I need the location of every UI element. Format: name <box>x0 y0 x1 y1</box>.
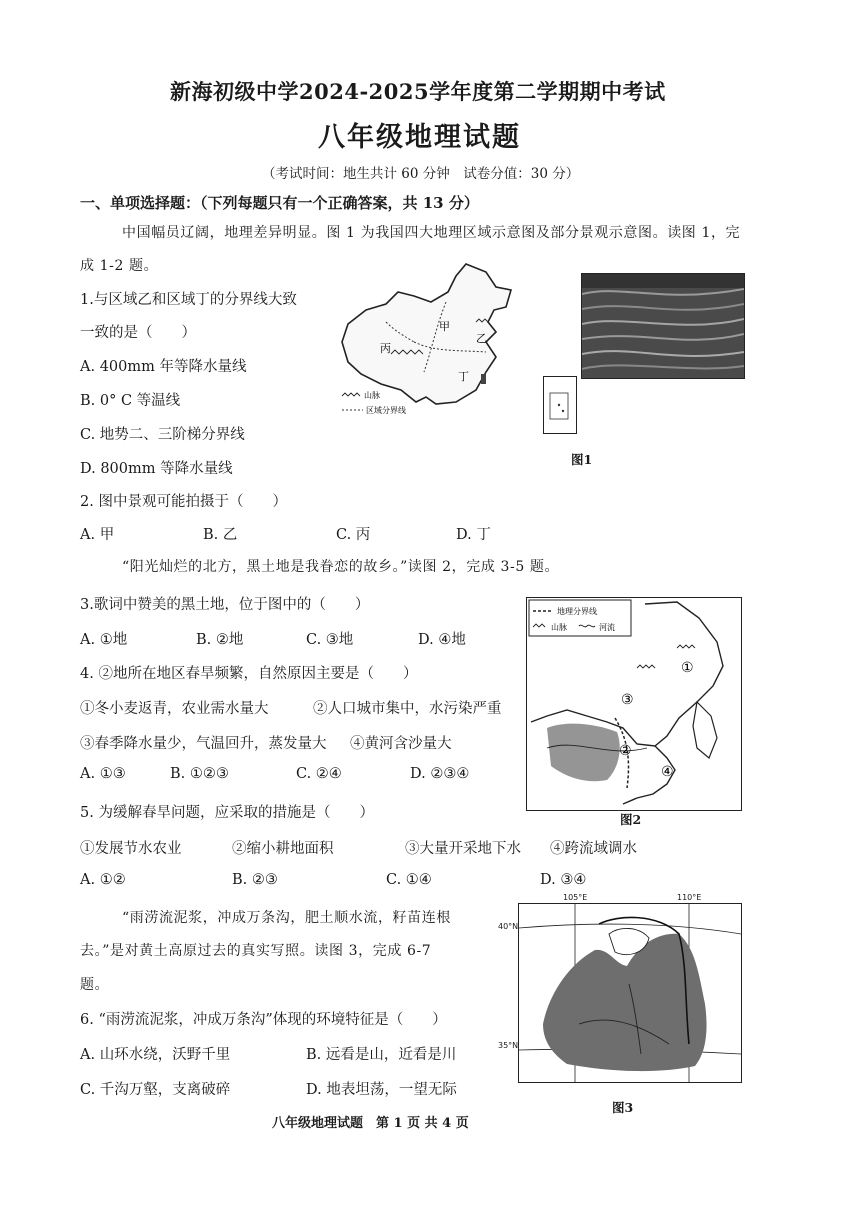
exam-subject-title: 八年级地理试题 <box>318 122 521 153</box>
china-map-svg <box>336 262 521 434</box>
region-label-ding: 丁 <box>458 370 469 383</box>
q6-option-d: D. 地表坦荡，一望无际 <box>306 1082 457 1098</box>
legend-river-label: 河流 <box>599 623 615 632</box>
q1-stem-line1: 1.与区域乙和区域丁的分界线大致 <box>80 292 297 308</box>
q5-statement-3: ③大量开采地下水 <box>405 841 521 857</box>
north-china-map-svg <box>527 598 741 810</box>
figure2-caption: 图2 <box>620 812 642 827</box>
loess-shaded <box>547 724 620 782</box>
fig3-lat-40: 40°N <box>498 922 519 931</box>
intro1-line1: 中国幅员辽阔，地理差异明显。图 1 为我国四大地理区域示意图及部分景观示意图。读图 1，完 <box>122 225 741 241</box>
q1-option-c: C. 地势二、三阶梯分界线 <box>80 427 245 443</box>
q3-option-a: A. ①地 <box>80 632 128 648</box>
q3-option-c: C. ③地 <box>306 632 354 648</box>
figure1-caption: 图1 <box>571 452 593 467</box>
exam-school-title: 新海初级中学2024-2025学年度第二学期期中考试 <box>170 79 666 104</box>
q4-statement-2: ②人口城市集中，水污染严重 <box>313 701 502 717</box>
intro3-line1: “雨涝流泥浆，冲成万条沟，肥土顺水流，籽苗连根 <box>122 910 451 926</box>
q3-option-d: D. ④地 <box>418 632 466 648</box>
q3-stem: 3.歌词中赞美的黑土地，位于图中的（ ） <box>80 597 370 613</box>
figure1-china-map <box>336 262 521 434</box>
intro1-line2: 成 1-2 题。 <box>80 258 159 274</box>
q6-option-a: A. 山环水绕，沃野千里 <box>80 1047 231 1063</box>
taiwan-island <box>481 374 486 384</box>
intro2-line1: “阳光灿烂的北方，黑土地是我眷恋的故乡。”读图 2，完成 3-5 题。 <box>122 559 560 575</box>
mountain-range <box>677 645 695 648</box>
figure2-north-china-map <box>526 597 742 811</box>
region-label-jia: 甲 <box>439 320 450 333</box>
q6-option-c: C. 千沟万壑，支离破碎 <box>80 1082 231 1098</box>
intro3-line2: 去。”是对黄土高原过去的真实写照。读图 3，完成 6-7 <box>80 943 432 959</box>
q5-statement-4: ④跨流域调水 <box>550 841 637 857</box>
q5-statement-1: ①发展节水农业 <box>80 841 182 857</box>
q1-option-d: D. 800mm 等降水量线 <box>80 461 233 477</box>
marker-1: ① <box>681 660 694 676</box>
q5-statement-2: ②缩小耕地面积 <box>232 841 334 857</box>
q4-statement-4: ④黄河含沙量大 <box>350 736 452 752</box>
figure3-loess-plateau-map <box>518 903 742 1083</box>
q4-option-d: D. ②③④ <box>410 766 470 782</box>
marker-3: ③ <box>621 692 634 708</box>
figure3-caption: 图3 <box>612 1100 634 1115</box>
q4-statement-3: ③春季降水量少，气温回升，蒸发量大 <box>80 736 327 752</box>
marker-4: ④ <box>661 764 674 780</box>
q2-option-a: A. 甲 <box>80 527 115 543</box>
south-china-sea-inset <box>543 376 577 434</box>
q2-option-d: D. 丁 <box>456 527 491 543</box>
q5-option-b: B. ②③ <box>232 872 278 888</box>
q6-option-b: B. 远看是山，近看是川 <box>306 1047 457 1063</box>
q2-option-b: B. 乙 <box>203 527 238 543</box>
fig3-lon-110: 110°E <box>677 893 702 902</box>
legend-boundary-label: 区域分界线 <box>366 406 406 415</box>
q5-option-a: A. ①② <box>80 872 126 888</box>
mountain-range-2 <box>637 665 655 668</box>
marker-2: ② <box>619 743 632 759</box>
landscape-photo-terraces <box>582 274 744 378</box>
q2-option-c: C. 丙 <box>336 527 371 543</box>
q5-option-c: C. ①④ <box>386 872 432 888</box>
legend-boundary-label: 地理分界线 <box>557 607 597 616</box>
q4-option-c: C. ②④ <box>296 766 342 782</box>
q5-option-d: D. ③④ <box>540 872 587 888</box>
exam-info: （考试时间：地生共计 60 分钟 试卷分值：30 分） <box>262 166 580 182</box>
fig3-lon-105: 105°E <box>563 893 588 902</box>
region-label-yi: 乙 <box>476 332 487 345</box>
q5-stem: 5. 为缓解春旱问题，应采取的措施是（ ） <box>80 805 374 821</box>
region-label-bing: 丙 <box>380 342 391 355</box>
loess-plateau-map-svg <box>519 904 741 1082</box>
q3-option-b: B. ②地 <box>196 632 244 648</box>
q4-option-a: A. ①③ <box>80 766 126 782</box>
legend-mountain-label: 山脉 <box>364 391 380 400</box>
q4-option-b: B. ①②③ <box>170 766 229 782</box>
figure1-landscape-photo <box>581 273 745 379</box>
fig3-lat-35: 35°N <box>498 1041 519 1050</box>
q6-stem: 6. “雨涝流泥浆，冲成万条沟”体现的环境特征是（ ） <box>80 1012 447 1028</box>
korea-peninsula <box>693 702 717 758</box>
q2-stem: 2. 图中景观可能拍摄于（ ） <box>80 494 287 510</box>
legend-mountain-label: 山脉 <box>551 623 567 632</box>
q4-stem: 4. ②地所在地区春旱频繁，自然原因主要是（ ） <box>80 666 418 682</box>
q1-stem-line2: 一致的是（ ） <box>80 325 196 341</box>
q1-option-b: B. 0° C 等温线 <box>80 393 181 409</box>
intro3-line3: 题。 <box>80 977 110 993</box>
page-footer: 八年级地理试题 第 1 页 共 4 页 <box>272 1116 469 1131</box>
legend-mountain-symbol <box>342 393 360 396</box>
q1-option-a: A. 400mm 年等降水量线 <box>80 359 247 375</box>
section-heading: 一、单项选择题：（下列每题只有一个正确答案，共 13 分） <box>80 194 479 212</box>
q4-statement-1: ①冬小麦返青，农业需水量大 <box>80 701 269 717</box>
